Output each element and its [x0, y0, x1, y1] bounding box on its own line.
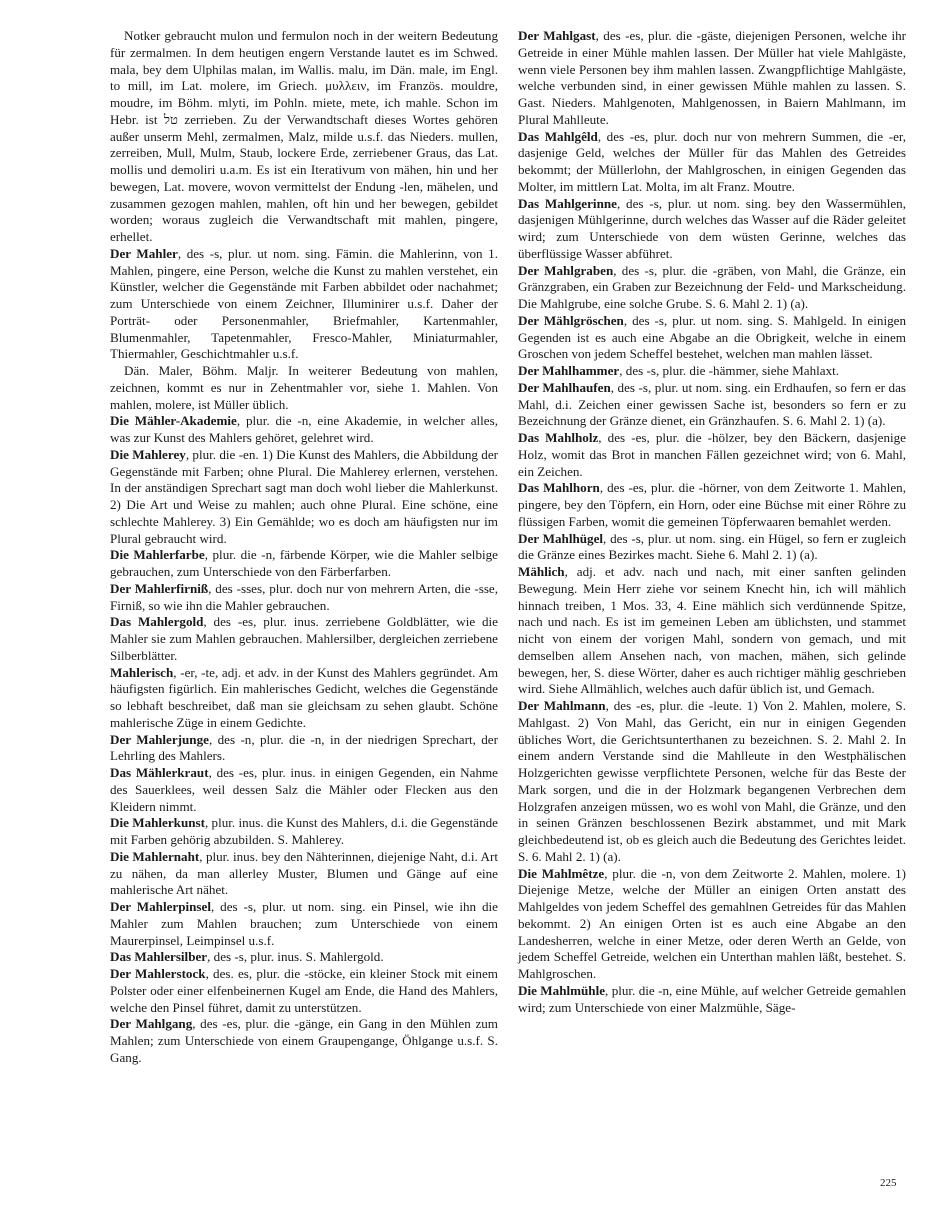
entry-headword: Der Mahlgraben — [518, 262, 614, 278]
entry-headword: Der Mahlhaufen — [518, 379, 611, 395]
dictionary-entry — [110, 1016, 498, 1066]
dictionary-entry — [110, 949, 498, 966]
left-column — [110, 28, 498, 1067]
entry-headword: Das Mahlergold — [110, 614, 204, 630]
dictionary-entry — [110, 547, 498, 581]
entry-text: , des -s, plur. die -hämmer, siehe Mahlaxt. — [619, 363, 840, 378]
entry-headword: Das Mahlersilber — [110, 949, 208, 965]
dictionary-entry — [110, 765, 498, 815]
dictionary-entry — [518, 430, 906, 480]
dictionary-entry — [110, 447, 498, 548]
entry-text: , des -s, plur. inus. S. Mahlergold. — [207, 949, 384, 965]
entry-text: , des -n, plur. die -n, in der niedrigen Sprechart, der Lehrling des Mahlers. — [110, 731, 498, 764]
dictionary-entry — [110, 581, 498, 615]
entry-text: , plur. die -n, von dem Zeitworte 2. Mahlen, molere. 1) Diejenige Metze, welche der Müller an einigen Orten anstatt des Mahlgeldes von jedem Scheffel des gemahlnen Getreides für das Mahlen bekommt. 2) An einigen Orten ist es auch eine Abgabe an den Landesherren, welche in einer Metze, oder deren Werth an Gelde, von jedem Scheffel Getreide, welchen ein Unterthan mahlen läßt, bestehet. S. Mahlgroschen. — [518, 865, 906, 981]
entry-headword: Die Mahlerkunst — [110, 815, 205, 831]
entry-headword: Der Mahlhügel — [518, 530, 604, 546]
dictionary-entry — [518, 363, 906, 380]
page-number: 225 — [880, 1177, 897, 1189]
entry-text: , plur. die -n, eine Akademie, in welcher alles, was zur Kunst des Mahlers gehöret, gelehret wird. — [110, 413, 498, 445]
entry-headword: Das Mahlhorn — [518, 480, 600, 496]
entry-headword: Der Mahler — [110, 245, 178, 261]
dictionary-entry — [110, 966, 498, 1016]
entry-text: Dän. Maler, Böhm. Maljr. In weiterer Bedeutung von mahlen, zeichnen, kommt es nur in Zehentmahler vor, siehe 1. Mahlen. Von mahlen, molere, ist Müller üblich. — [110, 363, 498, 412]
entry-text: , plur. die -n, färbende Körper, wie die Mahler selbige gebrauchen, zum Unterschiede von den Färberfarben. — [110, 547, 498, 579]
entry-text: , des -es, plur. inus. zerriebene Goldblätter, wie die Mahler sie zum Mahlen gebrauchen. Mahlersilber, dergleichen zerriebene Silberblätter. — [110, 614, 498, 663]
entry-headword: Der Mahlhammer — [518, 363, 620, 378]
entry-text: , des -s, plur. ut nom. sing. Fämin. die Mahlerinn, von 1. Mahlen, pingere, eine Person, welche die Kunst zu mahlen verstehet, ein Künstler, welcher die Gegenstände mit Farben abbildet oder nachahmet; zum Unterschiede von einem Zeichner, Illuminirer u.s.f. Daher der Porträt- oder Personenmahler, Briefmahler, Kartenmahler, Blumenmahler, Tapetenmahler, Fresco-Mahler, Miniaturmahler, Thiermahler, Geschichtmahler u.s.f. — [110, 245, 498, 362]
dictionary-entry — [110, 732, 498, 766]
entry-text: , des -es, plur. die -leute. 1) Von 2. Mahlen, molere, S. Mahlgast. 2) Von Mahl, das Gericht, ein nur in einigen Gegenden übliches Wort, die Gerichtsunterthanen zu bezeichnen. S. 2. Mahl 2. In einem andern Verstande sind die Mahlleute in den Westphälischen Holzgerichten gewisse verpflichtete Personen, welche für das Beste der Mark sorgen, und die in der Holzmark begangenen Verbrechen dem Holzgrafen anzeigen müssen, wo es wohl von Mahl, die Gränze, und den in seinen Gränzen beschlossenen Bezirk abstammet, und mit Mark gleichbedeutend ist, ob es gleich auch die Bedeutung des Gerichtes leidet. S. 6. Mahl 2. 1) (a). — [518, 698, 906, 864]
entry-headword: Der Mählgröschen — [518, 312, 624, 328]
entry-headword: Das Mahlholz — [518, 430, 599, 445]
entry-headword: Das Mahlgêld — [518, 128, 598, 144]
dictionary-entry — [518, 866, 906, 983]
dictionary-entry — [518, 564, 906, 698]
entry-text: , plur. inus. bey den Nähterinnen, diejenige Naht, d.i. Art zu nähen, da man allerley Muster, Blumen und Gänge auf eine mahlerische Art nähet. — [110, 848, 498, 898]
entry-headword: Der Mahlerstock — [110, 966, 206, 981]
entry-headword: Der Mahlerjunge — [110, 731, 209, 747]
entry-headword: Die Mähler-Akademie — [110, 413, 237, 429]
entry-headword: Mählich — [518, 564, 565, 579]
dictionary-entry — [110, 28, 498, 246]
dictionary-entry — [110, 246, 498, 363]
entry-text: , plur. die -n, eine Mühle, auf welcher Getreide gemahlen wird; zum Unterschiede von einer Malzmühle, Säge- — [518, 982, 906, 1015]
entry-text: , -er, -te, adj. et adv. in der Kunst des Mahlers gegründet. Am häufigsten figürlich. Ein mahlerisches Gedicht, welches die Gegenstände so lebhaft beschreibet, daß man sie gleichsam zu sehen glaubt. Schöne mahlerische Züge in einem Gedichte. — [110, 664, 498, 730]
entry-headword: Die Mahlernaht — [110, 848, 200, 864]
entry-text: , des -s, plur. ut nom. sing. ein Hügel, so fern er zugleich die Gränze eines Bezirkes macht. Siehe 6. Mahl 2. 1) (a). — [518, 530, 906, 563]
entry-headword: Die Mahlerey — [110, 446, 186, 462]
dictionary-entry — [518, 196, 906, 263]
dictionary-entry — [110, 899, 498, 949]
entry-text: , des. es, plur. die -stöcke, ein kleiner Stock mit einem Polster oder einer elfenbeinernen Kugel am Ende, die Hand des Mahlers, welche den Pinsel führet, damit zu unterstützen. — [110, 966, 498, 1015]
dictionary-entry — [518, 263, 906, 313]
dictionary-entry — [518, 983, 906, 1017]
entry-headword: Der Mahlgang — [110, 1016, 193, 1032]
entry-headword: Der Mahlerpinsel — [110, 899, 211, 914]
entry-text: , plur. inus. die Kunst des Mahlers, d.i. die Gegenstände mit Farben gehörig abzubilden. S. Mahlerey. — [110, 815, 498, 847]
entry-headword: Die Mahlmêtze — [518, 865, 605, 881]
entry-headword: Der Mahlgast — [518, 28, 596, 43]
entry-text: , des -es, plur. die -hörner, von dem Zeitworte 1. Mahlen, pingere, bey den Töpfern, ein Horn, oder eine Büchse mit einer Röhre zu flüssigen Farben, womit die gemeinen Töpferwaaren bemahlet werden. — [518, 480, 906, 529]
entry-text: , des -sses, plur. doch nur von mehrern Arten, die -sse, Firniß, so wie ihn die Mahler gebrauchen. — [110, 580, 498, 613]
right-column — [518, 28, 906, 1016]
entry-text: , des -es, plur. die -gänge, ein Gang in den Mühlen zum Mahlen; zum Unterschiede von einem Graupengange, Öhlgange u.s.f. S. Gang. — [110, 1016, 498, 1065]
dictionary-entry — [110, 665, 498, 732]
dictionary-entry — [110, 815, 498, 849]
dictionary-entry — [518, 698, 906, 866]
dictionary-entry — [110, 363, 498, 413]
entry-headword: Der Mahlerfirniß — [110, 580, 209, 596]
entry-text: , des -s, plur. ut nom. sing. ein Pinsel, wie ihn die Mahler zum Mahlen brauchen; zum Unterschiede von einem Maurerpinsel, Leimpinsel u.s.f. — [110, 899, 498, 948]
entry-text: , des -s, plur. ut nom. sing. ein Erdhaufen, so fern er das Mahl, d.i. Zeichen einer gewissen Sache ist, besonders so fern er zu Bezeichnung der Gränze dienet, ein Gränzhaufen. S. 6. Mahl 2. 1) (a). — [518, 379, 906, 429]
dictionary-entry — [518, 28, 906, 129]
entry-text: , plur. die -en. 1) Die Kunst des Mahlers, die Abbildung der Gegenstände mit Farben; ohne Plural. Die Mahlerey erlernen, verstehen. In der anständigen Sprechart sagt man doch wohl lieber die Mahlerkunst. 2) Die Art und Weise zu mahlen; auch ohne Plural. Eine schöne, eine schlechte Mahlerey. 3) Ein Gemählde; wo es doch am häufigsten nur im Plural gebraucht wird. — [110, 446, 499, 546]
entry-headword: Die Mahlerfarbe — [110, 547, 205, 563]
entry-headword: Die Mahlmühle — [518, 982, 606, 998]
entry-text: , des -s, plur. die -gräben, von Mahl, die Gränze, ein Gränzgraben, ein Graben zur Bezeichnung der Feld- und Markscheidung. Die Mahlgrube, eine solche Grube. S. 6. Mahl 2. 1) (a). — [518, 262, 906, 311]
entry-text: , adj. et adv. nach und nach, mit einer sanften gelinden Bewegung. Mein Herr ziehe vor seinem Knecht hin, ich will mählich hinnach treiben, 1 Mos. 33, 4. Eine mählich sich verdünnende Spitze, nach und nach. Es ist im gemeinen Leben am üblichsten, und stammet nicht von einem der vorigen Mahl, sondern von gemach, und mit demselben allem Ansehen nach, von machen, mähen, sich gelinde bewegen, her, S. diese Wörter, daher es auch richtiger mählig geschrieben wird. Siehe Allmählich, welches auch dafür üblich ist, und Gemach. — [518, 564, 906, 697]
entry-headword: Mahlerisch — [110, 664, 174, 680]
dictionary-entry — [110, 614, 498, 664]
entry-text: Notker gebraucht mulon und fermulon noch in der weitern Bedeutung für zermalmen. In dem heutigen engern Verstande lautet es im Schwed. mala, bey dem Ulphilas malan, im Wallis. malu, im Dän. male, im Engl. to mill, im Lat. molere, im Griech. μυλλειν, im Französ. mouldre, moudre, im Böhm. mlyti, im Pohln. miete, mete, ich mahle. Schon im Hebr. ist טל zerrieben. Zu der Verwandtschaft dieses Wortes gehören außer unserm Mehl, zermalmen, Malz, milde u.s.f. das Nieders. mullen, zerreiben, Mull, Mulm, Staub, lockere Erde, zerriebener Graus, das Lat. mollis und demoliri u.a.m. Es ist ein Iterativum von mähen, hin und her bewegen, Lat. movere, wovon vermittelst der Endung -len, mähelen, und zusammen gezogen mahlen, mahlen, oft hin und her bewegen, gebildet worden; woraus zugleich die Verwandtschaft mit mahlen, pingere, erhellet. — [110, 28, 498, 244]
dictionary-entry — [518, 531, 906, 565]
entry-headword: Der Mahlmann — [518, 698, 606, 713]
dictionary-entry — [518, 129, 906, 196]
entry-text: , des -es, plur. die -hölzer, bey den Bäckern, dasjenige Holz, womit das Brot in manchen Fällen gezeichnet wird; von 6. Mahl, ein Zeichen. — [518, 430, 906, 479]
entry-headword: Das Mählerkraut — [110, 765, 209, 780]
dictionary-entry — [110, 849, 498, 899]
dictionary-entry — [110, 413, 498, 447]
dictionary-entry — [518, 480, 906, 530]
entry-text: , des -es, plur. inus. in einigen Gegenden, ein Nahme des Sauerklees, weil dessen Salz die Mähler oder Flecken aus den Kleidern nimmt. — [110, 765, 498, 814]
dictionary-entry — [518, 380, 906, 430]
entry-text: , des -es, plur. die -gäste, diejenigen Personen, welche ihr Getreide in einer Mühle mahlen lassen. Der Müller hat viele Mahlgäste, wenn viele Personen bey ihm mahlen lassen. Zwangpflichtige Mahlgäste, welche verbunden sind, in einer gewissen Mühle mahlen zu lassen. S. Gast. Nieders. Mahlgenoten, Mahlgenossen, in Baiern Mahlmann, im Plural Mahlleute. — [518, 28, 906, 127]
entry-headword: Das Mahlgerinne — [518, 195, 617, 211]
entry-text: , des -s, plur. ut nom. sing. bey den Wassermühlen, dasjenigen Mühlgerinne, durch welches das Wasser auf die Räder geleitet wird; zum Unterschiede von dem wüsten Gerinne, welches das überflüssige Wasser abführet. — [518, 195, 906, 261]
dictionary-entry — [518, 313, 906, 363]
entry-text: , des -es, plur. doch nur von mehrern Summen, die -er, dasjenige Geld, welches der Müller für das Mahlen des Getreides bekommt; der Müllerlohn, der Mahlgroschen, in einigen Gegenden das Molter, im mittlern Lat. Molta, im alt Franz. Moutre. — [518, 128, 906, 194]
entry-text: , des -s, plur. ut nom. sing. S. Mahlgeld. In einigen Gegenden ist es auch eine Abgabe an die Obrigkeit, welche in einem Groschen von jedem Scheffel bestehet, welchen man mahlen lässet. — [518, 312, 906, 362]
